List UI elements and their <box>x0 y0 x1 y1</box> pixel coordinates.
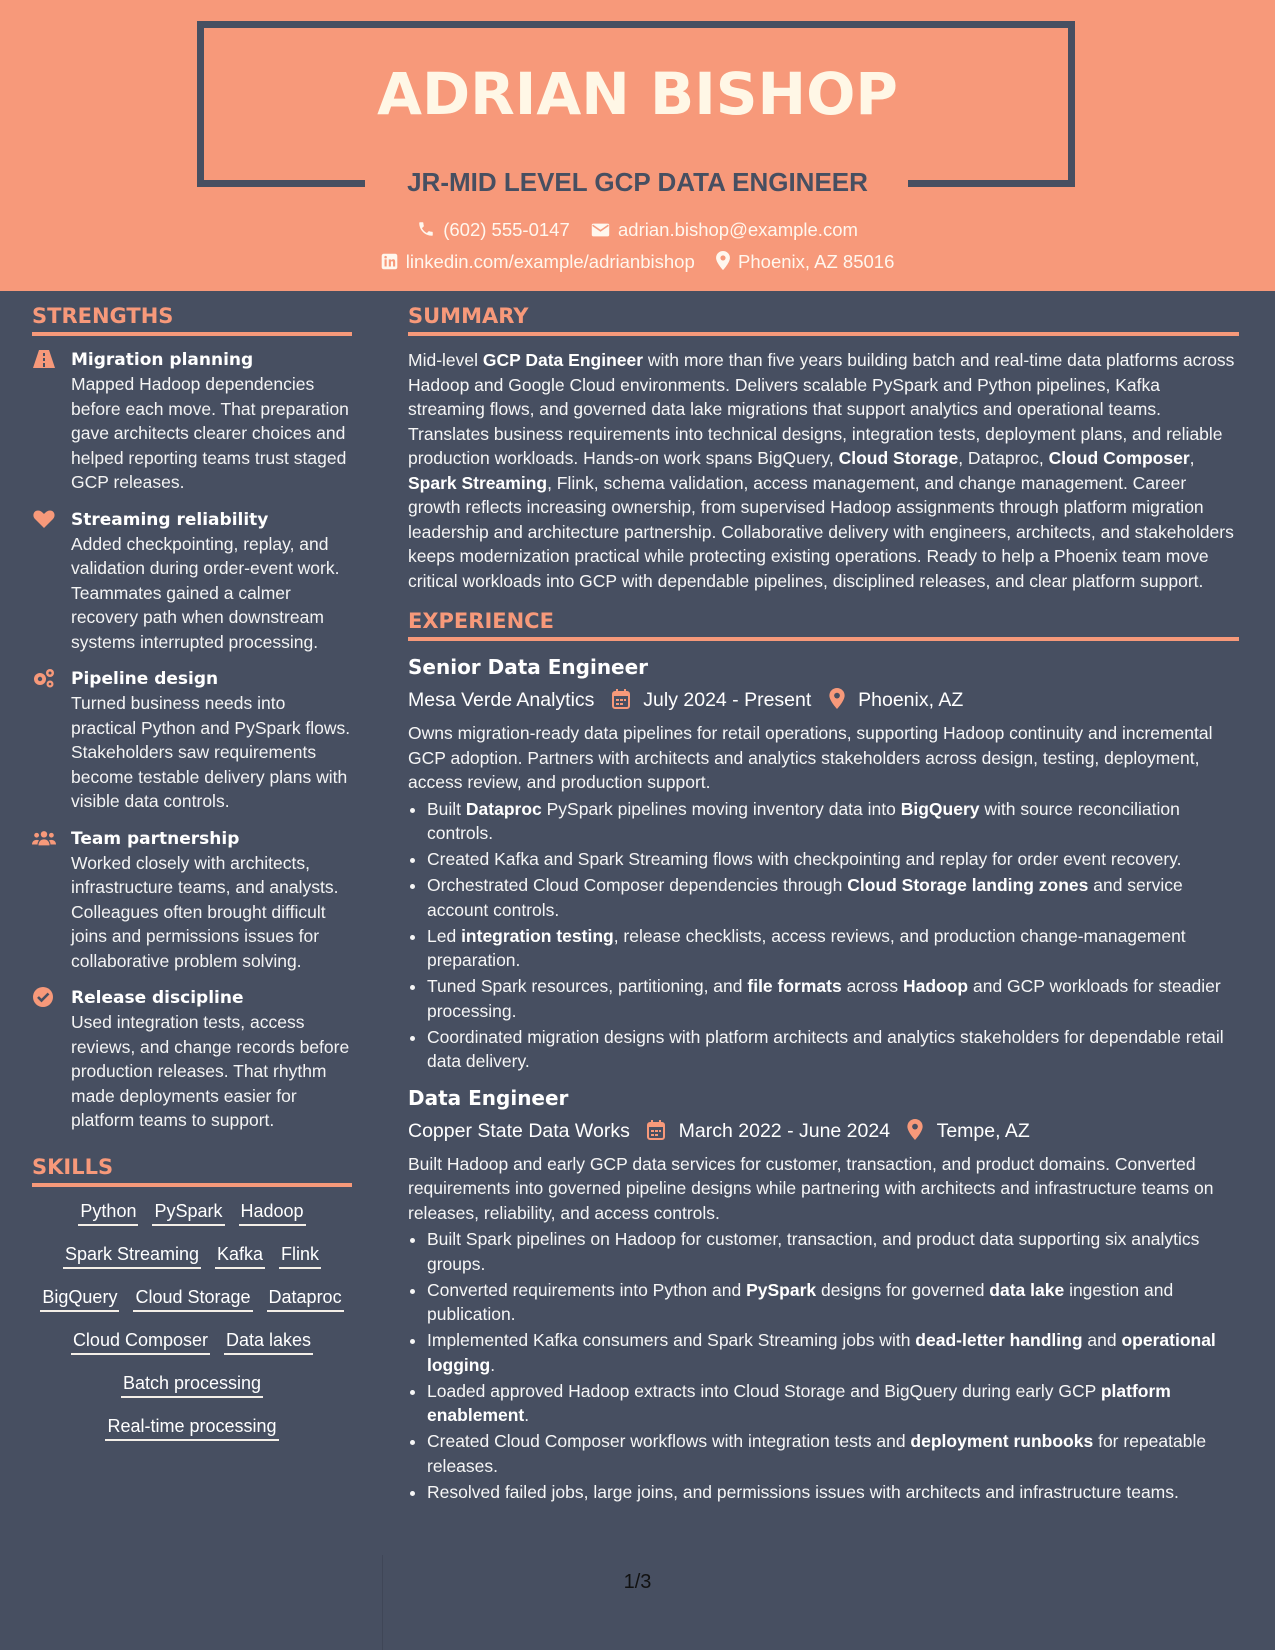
summary-heading: SUMMARY <box>408 304 1239 336</box>
bullet-bold: PySpark <box>746 1279 817 1300</box>
job-meta <box>408 687 1239 713</box>
skill-tag: Kafka <box>215 1242 265 1269</box>
bullet-bold: Dataproc <box>465 798 542 819</box>
strength-item <box>32 348 352 495</box>
skill-tag: Python <box>78 1199 138 1226</box>
bullet-item <box>427 847 1239 872</box>
bullet-bold: deployment runbooks <box>910 1431 1094 1451</box>
skill-tag: Spark Streaming <box>63 1242 201 1269</box>
bullet-text: designs for governed <box>816 1279 990 1300</box>
road-icon <box>32 348 56 370</box>
bullet-item <box>427 1480 1239 1505</box>
summary-bold: Cloud Storage <box>838 448 959 468</box>
bullet-bold: data lake <box>989 1279 1065 1300</box>
calendar-icon <box>647 1120 665 1140</box>
phone-text: (602) 555-0147 <box>443 219 570 240</box>
email-item[interactable] <box>591 219 858 241</box>
experience-heading: EXPERIENCE <box>408 609 1239 641</box>
phone-icon <box>417 220 435 238</box>
map-pin-icon <box>829 688 845 709</box>
bullet-text: and <box>1082 1330 1122 1350</box>
heart-icon <box>32 508 56 530</box>
summary-text <box>408 348 1239 593</box>
bullet-text: Created Cloud Composer workflows with integration tests and <box>427 1431 911 1451</box>
skill-tag: Cloud Composer <box>71 1328 210 1355</box>
column-divider <box>382 1555 383 1650</box>
check-circle-icon <box>32 986 56 1008</box>
job-dates: March 2022 - June 2024 <box>678 1119 891 1142</box>
job-role: Data Engineer <box>408 1085 569 1110</box>
calendar-icon <box>612 689 630 709</box>
job-entry <box>408 653 1239 1074</box>
skills-heading: SKILLS <box>32 1155 352 1187</box>
summary-text: with more than five years building batch and real-time data platforms across Hadoop and Google Cloud environments. Delivers scalable PySpark and Python pipelines, Kafka streaming flows, and governed data lake migrations that support analytics and operational teams. Translates business requirements into technical designs, integration tests, deployment plans, and reliable production workloads. Hands-on work spans BigQuery, <box>408 350 1235 468</box>
contact-row-1 <box>0 219 1275 241</box>
bullet-text: Led <box>427 925 462 946</box>
bullet-text: across <box>841 976 903 996</box>
bullet-text: . <box>490 1354 496 1375</box>
skill-tag: Data lakes <box>224 1328 313 1355</box>
job-bullets <box>408 797 1239 1074</box>
summary-text: Mid-level <box>408 350 483 370</box>
linkedin-text: linkedin.com/example/adrianbishop <box>405 251 695 272</box>
bullet-text: Tuned Spark resources, partitioning, and <box>427 976 748 996</box>
bullet-item <box>427 1278 1239 1327</box>
envelope-icon <box>591 222 610 238</box>
bullet-text: . <box>524 1405 530 1425</box>
bullet-bold: BigQuery <box>900 798 980 819</box>
candidate-title: JR-MID LEVEL GCP DATA ENGINEER <box>407 167 868 197</box>
skill-tag: Batch processing <box>121 1371 263 1398</box>
bullet-text: Converted requirements into Python and <box>427 1279 747 1300</box>
strength-title: Pipeline design <box>71 669 219 689</box>
bullet-text: for repeatable releases. <box>427 1431 1207 1476</box>
bullet-text: Resolved failed jobs, large joins, and permissions issues with architects and infrastructure teams. <box>427 1481 1179 1502</box>
skill-tag: PySpark <box>152 1199 224 1226</box>
skill-tag: Cloud Storage <box>133 1285 252 1312</box>
map-pin-icon <box>907 1119 923 1140</box>
bullet-item <box>427 873 1239 922</box>
location-item <box>716 251 894 273</box>
bullet-text: Created Kafka and Spark Streaming flows with checkpointing and replay for order event recovery. <box>427 849 1182 869</box>
summary-bold: GCP Data Engineer <box>482 350 644 370</box>
summary-text: , Flink, schema validation, access management, and change management. Career growth reflects increasing ownership, from supervised Hadoop assignments through platform migration leadership and architecture partnership. Collaborative delivery with engineers, architects, and stakeholders keeps modernization practical while protecting existing operations. Ready to help a Phoenix team move critical workloads into GCP with dependable pipelines, disciplined releases, and clear platform support. <box>408 472 1234 591</box>
strength-desc: Used integration tests, access reviews, and change records before production releases. That rhythm made deployments easier for platform teams to support. <box>71 1012 350 1130</box>
strength-title: Streaming reliability <box>71 509 269 530</box>
summary-text: , Dataproc, <box>958 448 1049 468</box>
strength-desc: Turned business needs into practical Python and PySpark flows. Stakeholders saw requirements become testable delivery plans with visible data controls. <box>71 693 351 811</box>
bullet-text: ingestion and publication. <box>427 1279 1174 1324</box>
bullet-text: Implemented Kafka consumers and Spark Streaming jobs with <box>427 1330 916 1350</box>
bullet-bold: platform enablement <box>427 1380 1171 1425</box>
linkedin-icon <box>381 253 398 270</box>
job-summary: Owns migration-ready data pipelines for retail operations, supporting Hadoop continuity and incremental GCP adoption. Partners with architects and analytics stakeholders across design, testing, deployment, access review, and production support. <box>408 723 1213 792</box>
linkedin-item[interactable] <box>381 251 695 273</box>
job-entry <box>408 1084 1239 1505</box>
job-summary: Built Hadoop and early GCP data services for customer, transaction, and product domains. Converted requirements into governed pipeline designs while partnering with architects and infrastructure teams on releases, reliability, and access controls. <box>408 1153 1214 1223</box>
job-role: Senior Data Engineer <box>408 655 649 679</box>
summary-bold: Cloud Composer <box>1048 448 1190 468</box>
bullet-bold: dead-letter handling <box>915 1330 1083 1350</box>
bullet-text: Loaded approved Hadoop extracts into Cloud Storage and BigQuery during early GCP <box>427 1380 1101 1401</box>
skill-tag: Real-time processing <box>105 1414 278 1441</box>
strength-desc: Worked closely with architects, infrastructure teams, and analysts. Colleagues often brought difficult joins and permissions issues for collaborative problem solving. <box>71 852 339 971</box>
skill-tag: Flink <box>279 1242 321 1269</box>
skill-tag: BigQuery <box>40 1285 119 1312</box>
strength-item <box>32 667 352 814</box>
bullet-item <box>427 1227 1239 1276</box>
gears-icon <box>32 667 56 689</box>
bullet-bold: operational logging <box>427 1330 1216 1375</box>
bullet-text: and service account controls. <box>427 875 1183 920</box>
bullet-item <box>427 1328 1239 1377</box>
job-location: Tempe, AZ <box>936 1119 1030 1142</box>
bullet-bold: Cloud Storage landing zones <box>847 875 1089 895</box>
strength-title: Release discipline <box>71 988 244 1008</box>
skills-list <box>32 1199 352 1457</box>
contact-row-2 <box>0 251 1275 273</box>
job-meta <box>408 1118 1239 1144</box>
right-column <box>408 304 1239 1506</box>
bullet-item <box>427 1025 1239 1074</box>
map-pin-icon <box>716 251 730 270</box>
bullet-item <box>427 1379 1239 1428</box>
skill-tag: Hadoop <box>239 1199 306 1226</box>
strength-desc: Added checkpointing, replay, and validation during order-event work. Teammates gained a calmer recovery path when downstream systems interrupted processing. <box>71 533 340 652</box>
strength-item <box>32 508 352 655</box>
job-company: Mesa Verde Analytics <box>408 689 595 711</box>
job-company: Copper State Data Works <box>408 1119 630 1142</box>
bullet-text: Coordinated migration designs with platform architects and analytics stakeholders for dependable retail data delivery. <box>427 1026 1224 1071</box>
bullet-text: Orchestrated Cloud Composer dependencies through <box>427 875 848 895</box>
strength-item <box>32 986 352 1133</box>
skill-tag: Dataproc <box>267 1285 344 1312</box>
page-number: 1/3 <box>623 1571 652 1593</box>
strength-item <box>32 827 352 974</box>
bullet-bold: Hadoop <box>902 976 969 996</box>
strength-title: Migration planning <box>71 350 254 370</box>
bullet-bold: file formats <box>747 976 842 996</box>
bullet-text: , release checklists, access reviews, and production change-management preparation. <box>427 925 1186 970</box>
phone-item[interactable] <box>417 219 570 241</box>
job-dates: July 2024 - Present <box>643 689 812 711</box>
candidate-name: ADRIAN BISHOP <box>377 60 898 128</box>
strength-title: Team partnership <box>71 828 240 849</box>
users-icon <box>32 827 56 849</box>
bullet-text: PySpark pipelines moving inventory data into <box>541 798 901 819</box>
summary-bold: Spark Streaming <box>408 472 548 493</box>
bullet-text: with source reconciliation controls. <box>427 798 1180 843</box>
job-bullets <box>408 1227 1239 1504</box>
summary-text: , <box>1189 448 1195 468</box>
email-text: adrian.bishop@example.com <box>618 219 858 240</box>
bullet-item <box>427 797 1239 846</box>
bullet-item <box>427 1429 1239 1478</box>
bullet-text: and GCP workloads for steadier processing. <box>427 976 1221 1021</box>
bullet-text: Built Spark pipelines on Hadoop for customer, transaction, and product data supporting six analytics groups. <box>427 1229 1200 1274</box>
resume-header <box>0 0 1275 291</box>
bullet-text: Built <box>427 798 466 819</box>
strengths-heading: STRENGTHS <box>32 304 352 336</box>
bullet-item <box>427 924 1239 973</box>
strength-desc: Mapped Hadoop dependencies before each move. That preparation gave architects clearer choices and helped reporting teams trust staged GCP releases. <box>71 374 349 492</box>
bullet-bold: integration testing <box>461 925 614 946</box>
location-text: Phoenix, AZ 85016 <box>738 251 895 272</box>
bullet-item <box>427 974 1239 1023</box>
left-column <box>32 304 352 1457</box>
job-location: Phoenix, AZ <box>858 689 964 711</box>
